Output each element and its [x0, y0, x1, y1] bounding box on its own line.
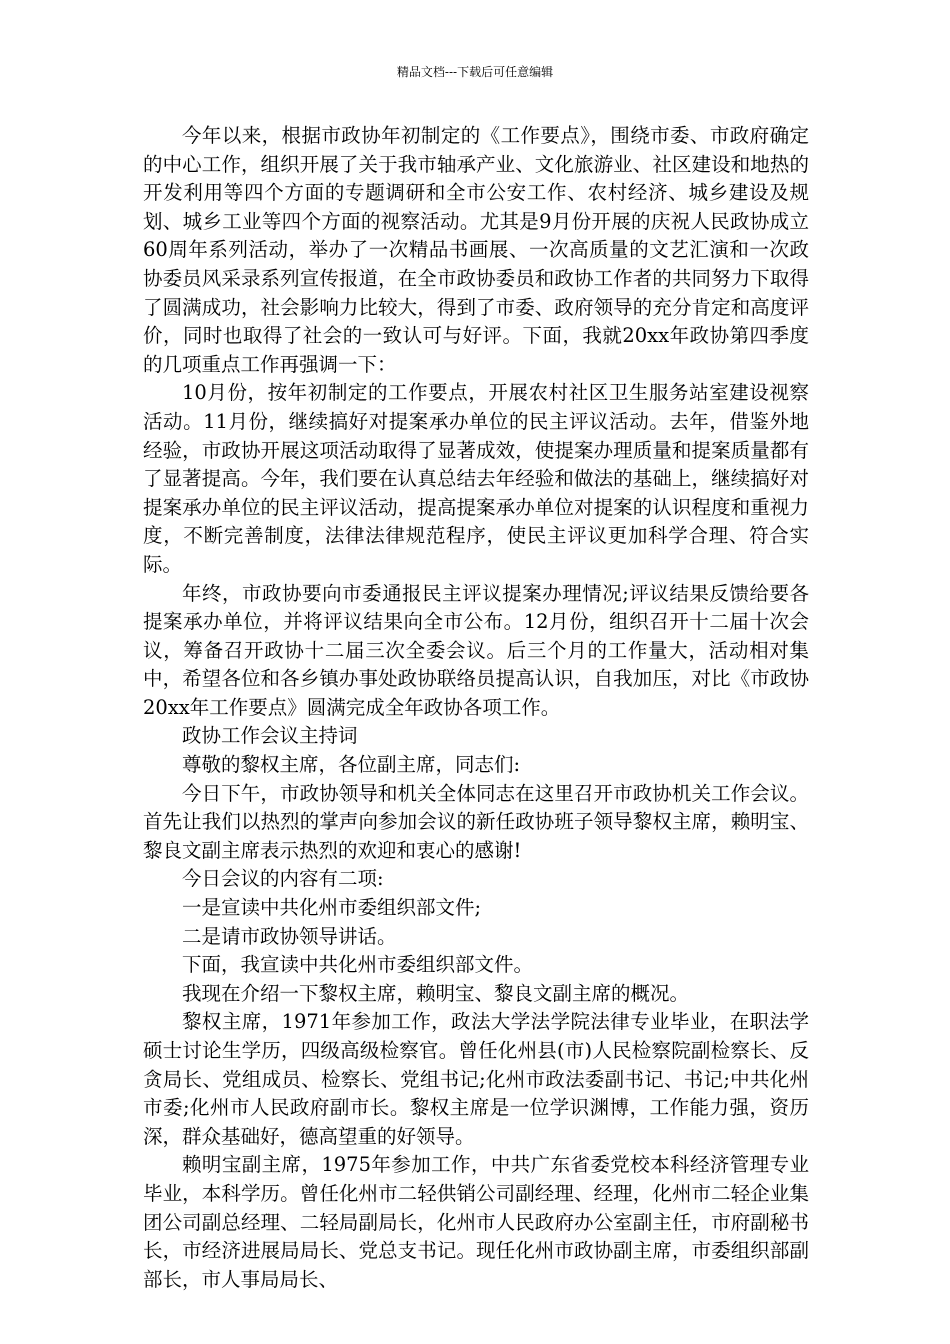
salutation: 尊敬的黎权主席，各位副主席，同志们: [182, 753, 521, 777]
paragraph-read-document: 下面，我宣读中共化州市委组织部文件。 [182, 953, 534, 977]
paragraph-year-end-plan: 年终，市政协要向市委通报民主评议提案办理情况;评议结果反馈给要各提案承办单位，并将评议结果向全市公布。12月份，组织召开十二届十次会议，筹备召开政协十二届三次全委会议。后三个月的工作量大，活动相对集中，希望各位和各乡镇办事处政协联络员提高认识，自我加压，对比《市政协20xx年工作要点》圆满完成全年政协各项工作。 [143, 581, 809, 719]
paragraph-agenda-intro: 今日会议的内容有二项: [182, 867, 384, 891]
paragraph-october-plan: 10月份，按年初制定的工作要点，开展农村社区卫生服务站室建设视察活动。11月份，继续搞好对提案承办单位的民主评议活动。去年，借鉴外地经验，市政协开展这项活动取得了显著成效，使提案办理质量和提案质量都有了显著提高。今年，我们要在认真总结去年经验和做法的基础上，继续搞好对提案承办单位的民主评议活动，提高提案承办单位对提案的认识程度和重视力度，不断完善制度，法律法律规范程序，使民主评议更加科学合理、符合实际。 [143, 381, 809, 576]
agenda-item-2: 二是请市政协领导讲话。 [182, 924, 397, 948]
paragraph-work-summary: 今年以来，根据市政协年初制定的《工作要点》，围绕市委、市政府确定的中心工作，组织开展了关于我市轴承产业、文化旅游业、社区建设和地热的开发利用等四个方面的专题调研和全市公安工作、农村经济、城乡建设及规划、城乡工业等四个方面的视察活动。尤其是9月份开展的庆祝人民政协成立60周年系列活动，举办了一次精品书画展、一次高质量的文艺汇演和一次政协委员风采录系列宣传报道，在全市政协委员和政协工作者的共同努力下取得了圆满成功，社会影响力比较大，得到了市委、政府领导的充分肯定和高度评价，同时也取得了社会的一致认可与好评。下面，我就20xx年政协第四季度的几项重点工作再强调一下： [143, 124, 809, 376]
section-title: 政协工作会议主持词 [182, 724, 358, 748]
document-body [143, 122, 809, 1294]
paragraph-introduce-leaders: 我现在介绍一下黎权主席，赖明宝、黎良文副主席的概况。 [182, 981, 690, 1005]
agenda-item-1: 一是宣读中共化州市委组织部文件; [182, 896, 482, 920]
page-header: 精品文档---下载后可任意编辑 [396, 65, 554, 79]
paragraph-bio-lai-mingbao: 赖明宝副主席，1975年参加工作，中共广东省委党校本科经济管理专业毕业，本科学历。曾任化州市二轻供销公司副经理、经理，化州市二轻企业集团公司副总经理、二轻局副局长，化州市人民政府办公室副主任，市府副秘书长，市经济进展局局长、党总支书记。现任化州市政协副主席，市委组织部副部长，市人事局局长、 [143, 1153, 809, 1291]
paragraph-bio-li-quan: 黎权主席，1971年参加工作，政法大学法学院法律专业毕业，在职法学硕士讨论生学历，四级高级检察官。曾任化州县(市)人民检察院副检察长、反贪局长、党组成员、检察长、党组书记;化州市政法委副书记、书记;中共化州市委;化州市人民政府副市长。黎权主席是一位学识渊博，工作能力强，资历深，群众基础好，德高望重的好领导。 [143, 1010, 809, 1148]
paragraph-meeting-intro: 今日下午，市政协领导和机关全体同志在这里召开市政协机关工作会议。首先让我们以热烈的掌声向参加会议的新任政协班子领导黎权主席，赖明宝、黎良文副主席表示热烈的欢迎和衷心的感谢! [143, 781, 809, 862]
